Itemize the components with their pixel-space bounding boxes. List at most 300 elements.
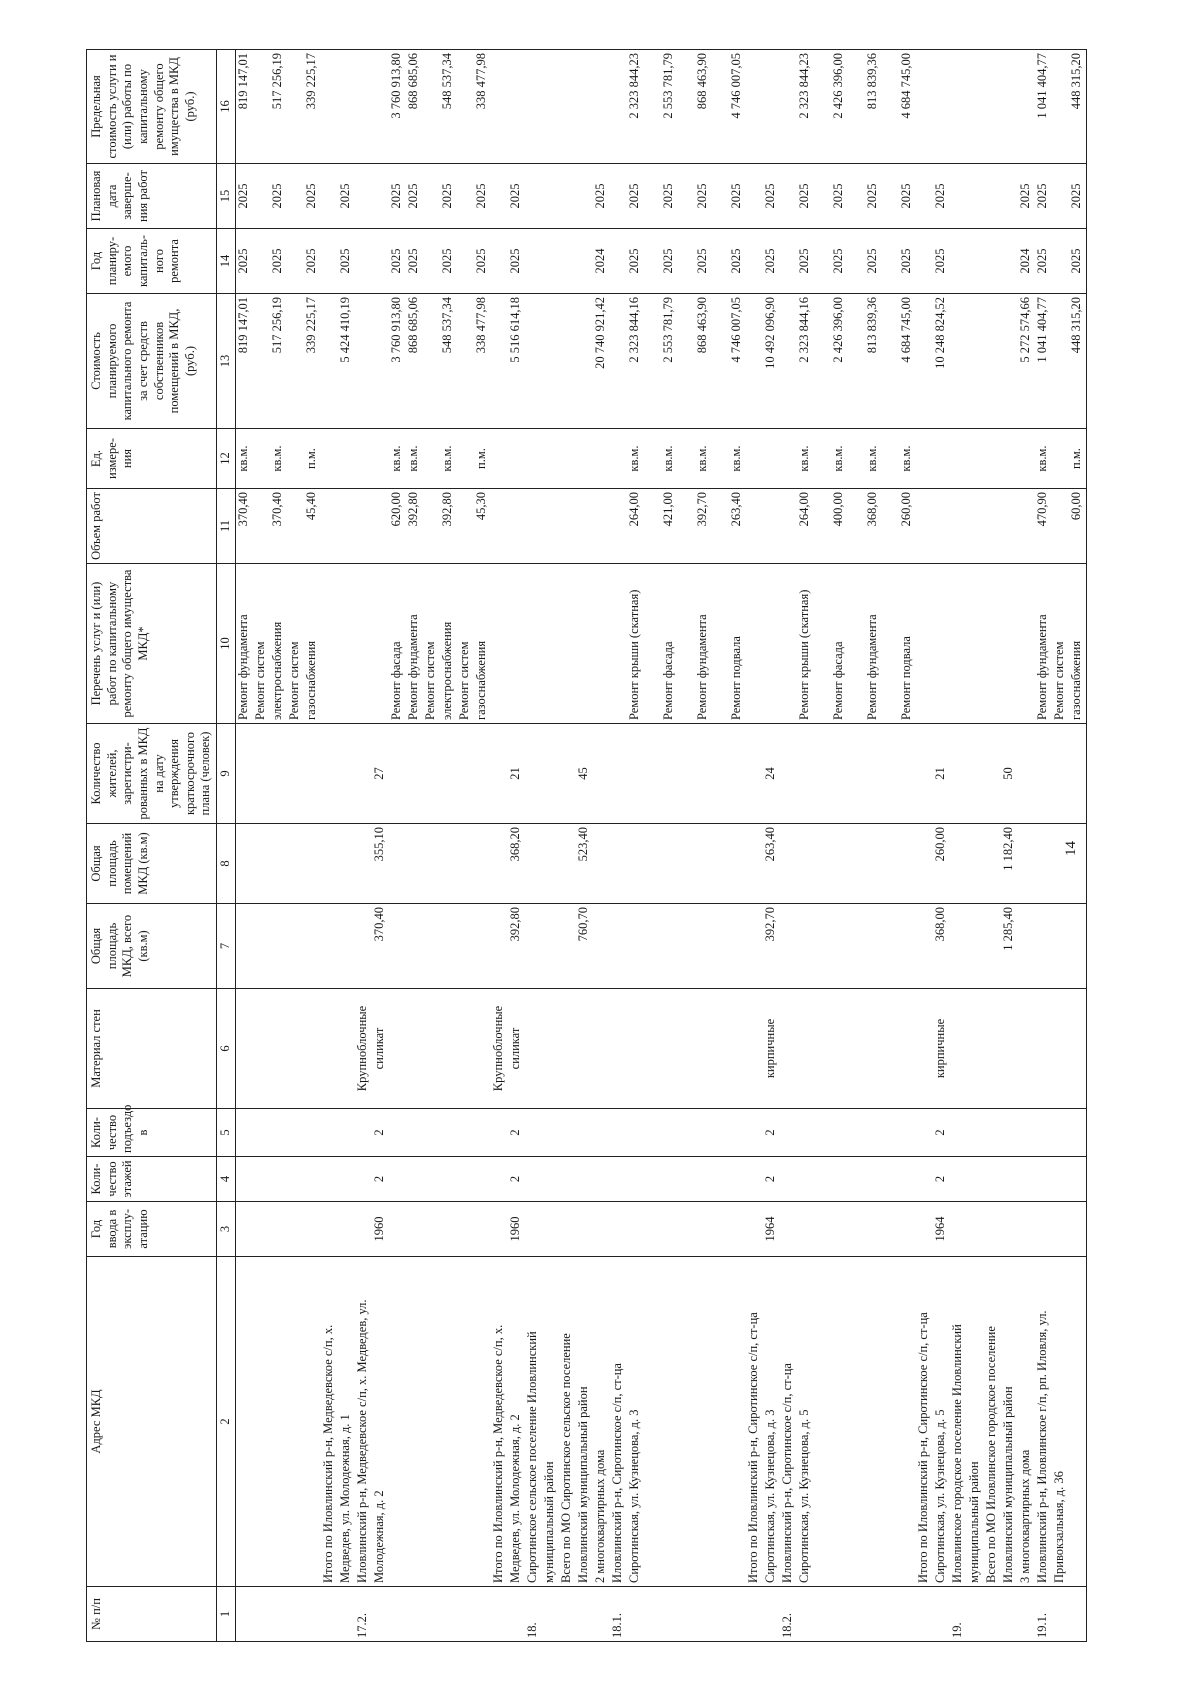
table-cell xyxy=(780,724,797,824)
table-cell xyxy=(1018,489,1035,564)
table-cell xyxy=(1001,989,1018,1109)
table-cell xyxy=(1001,564,1018,724)
table-cell xyxy=(1018,564,1035,724)
table-cell xyxy=(950,1157,967,1202)
table-cell: 2 xyxy=(933,1157,950,1202)
table-cell xyxy=(253,294,270,429)
table-cell xyxy=(848,904,865,989)
table-cell xyxy=(287,429,304,489)
table-cell: Иловлинский р-н, Сиротинское с/п, ст-ца xyxy=(780,1257,797,1587)
table-cell xyxy=(559,1157,576,1202)
table-cell xyxy=(474,1257,491,1587)
table-cell xyxy=(270,1587,287,1642)
table-cell xyxy=(457,1109,474,1157)
table-cell xyxy=(559,294,576,429)
page-number: 14 xyxy=(1063,841,1079,856)
table-cell xyxy=(984,429,1001,489)
table-cell xyxy=(593,989,610,1109)
table-cell xyxy=(542,724,559,824)
table-cell: 421,00 xyxy=(661,489,678,564)
column-number: 16 xyxy=(217,50,236,164)
table-cell xyxy=(661,824,678,904)
table-cell xyxy=(882,989,899,1109)
table-cell: 2025 xyxy=(389,164,406,229)
table-cell xyxy=(814,50,831,164)
table-cell: Сиротинская, ул. Кузнецова, д. 3 xyxy=(627,1257,644,1587)
table-cell xyxy=(1018,1109,1035,1157)
table-cell xyxy=(559,1202,576,1257)
table-cell: 19.1. xyxy=(1035,1587,1052,1642)
table-cell: 1 285,40 xyxy=(1001,904,1018,989)
table-cell xyxy=(1069,989,1087,1109)
table-cell xyxy=(933,564,950,724)
table-cell xyxy=(610,564,627,724)
table-cell xyxy=(525,904,542,989)
table-cell xyxy=(610,429,627,489)
table-cell xyxy=(576,564,593,724)
table-cell xyxy=(984,989,1001,1109)
table-cell: Итого по Иловлинский р-н, Медведевское с/п, х. xyxy=(321,1257,338,1587)
table-cell xyxy=(287,164,304,229)
table-cell: 2024 xyxy=(593,229,610,294)
table-cell xyxy=(491,50,508,164)
table-cell: Сиротинское сельское поселение Иловлинский xyxy=(525,1257,542,1587)
table-row xyxy=(1018,50,1035,1642)
table-cell xyxy=(355,489,372,564)
table-cell xyxy=(916,1202,933,1257)
table-cell xyxy=(729,1109,746,1157)
table-cell xyxy=(865,724,882,824)
table-cell xyxy=(270,1109,287,1157)
table-cell xyxy=(916,229,933,294)
table-cell xyxy=(440,1109,457,1157)
table-cell xyxy=(1052,724,1069,824)
table-cell xyxy=(610,824,627,904)
table-cell xyxy=(848,294,865,429)
table-cell xyxy=(627,1157,644,1202)
table-cell: 1 041 404,77 xyxy=(1035,50,1052,164)
table-cell: 2025 xyxy=(899,229,916,294)
table-row xyxy=(1052,50,1069,1642)
table-cell xyxy=(321,564,338,724)
table-cell xyxy=(865,904,882,989)
table-cell: 2025 xyxy=(627,164,644,229)
table-cell xyxy=(457,1202,474,1257)
table-cell xyxy=(678,1202,695,1257)
table-cell xyxy=(950,50,967,164)
table-cell: Иловлинский р-н, Медведевское с/п, х. Медведев, ул. xyxy=(355,1257,372,1587)
table-cell xyxy=(253,1587,270,1642)
table-cell xyxy=(423,904,440,989)
table-cell xyxy=(321,429,338,489)
table-cell xyxy=(967,904,984,989)
table-cell xyxy=(1018,904,1035,989)
table-cell xyxy=(967,294,984,429)
table-cell xyxy=(933,489,950,564)
table-cell: 370,40 xyxy=(235,489,253,564)
table-cell: 2 323 844,16 xyxy=(627,294,644,429)
table-cell: Ремонт систем xyxy=(287,564,304,724)
table-cell xyxy=(1069,904,1087,989)
table-cell: Иловлинское городское поселение Иловлинский xyxy=(950,1257,967,1587)
table-cell: 517 256,19 xyxy=(270,50,287,164)
table-cell xyxy=(287,824,304,904)
table-cell xyxy=(389,824,406,904)
table-cell xyxy=(627,989,644,1109)
table-cell: газоснабжения xyxy=(1069,564,1087,724)
table-cell xyxy=(372,489,389,564)
table-row xyxy=(1035,50,1052,1642)
table-cell: 370,40 xyxy=(372,904,389,989)
column-number: 10 xyxy=(217,564,236,724)
table-cell xyxy=(525,1109,542,1157)
table-cell xyxy=(1069,1157,1087,1202)
table-cell: кв.м. xyxy=(831,429,848,489)
table-cell: 2025 xyxy=(627,229,644,294)
table-cell: 45 xyxy=(576,724,593,824)
table-cell: 2025 xyxy=(831,164,848,229)
table-cell xyxy=(678,229,695,294)
table-cell: 368,00 xyxy=(865,489,882,564)
table-cell xyxy=(780,1109,797,1157)
table-cell xyxy=(899,724,916,824)
table-cell xyxy=(950,489,967,564)
table-cell: 45,30 xyxy=(474,489,491,564)
table-cell xyxy=(797,989,814,1109)
table-cell: Привокзальная, д. 36 xyxy=(1052,1257,1069,1587)
table-cell xyxy=(542,824,559,904)
table-cell xyxy=(729,1157,746,1202)
table-cell xyxy=(950,989,967,1109)
table-cell xyxy=(661,1587,678,1642)
table-cell xyxy=(746,824,763,904)
table-row xyxy=(729,50,746,1642)
table-cell: 760,70 xyxy=(576,904,593,989)
table-cell xyxy=(355,1109,372,1157)
table-cell xyxy=(440,1157,457,1202)
table-cell xyxy=(644,489,661,564)
table-cell xyxy=(559,1109,576,1157)
table-cell xyxy=(899,1257,916,1587)
table-cell: п.м. xyxy=(1069,429,1087,489)
table-cell xyxy=(1018,50,1035,164)
table-cell xyxy=(627,1109,644,1157)
table-cell: Ремонт фундамента xyxy=(865,564,882,724)
table-cell xyxy=(1035,1157,1052,1202)
table-cell xyxy=(253,989,270,1109)
table-cell xyxy=(984,1157,1001,1202)
table-cell xyxy=(644,1157,661,1202)
table-cell xyxy=(389,1257,406,1587)
table-cell xyxy=(457,229,474,294)
table-cell xyxy=(406,1257,423,1587)
table-cell xyxy=(712,724,729,824)
table-cell xyxy=(321,904,338,989)
table-cell: кв.м. xyxy=(406,429,423,489)
table-cell: кв.м. xyxy=(389,429,406,489)
table-cell xyxy=(304,824,321,904)
table-cell xyxy=(321,989,338,1109)
table-cell xyxy=(695,824,712,904)
table-cell xyxy=(916,904,933,989)
table-cell xyxy=(729,1587,746,1642)
table-cell xyxy=(814,1257,831,1587)
table-cell xyxy=(1069,1202,1087,1257)
table-cell xyxy=(984,824,1001,904)
table-cell: Ремонт систем xyxy=(457,564,474,724)
table-cell: Ремонт крыши (скатная) xyxy=(627,564,644,724)
table-cell xyxy=(831,989,848,1109)
table-cell xyxy=(542,489,559,564)
table-row xyxy=(542,50,559,1642)
table-cell xyxy=(763,564,780,724)
table-cell xyxy=(423,164,440,229)
table-cell xyxy=(1018,429,1035,489)
table-cell xyxy=(372,50,389,164)
table-cell xyxy=(984,1109,1001,1157)
table-cell xyxy=(814,564,831,724)
table-cell: 2025 xyxy=(661,164,678,229)
table-cell xyxy=(525,824,542,904)
table-cell: 50 xyxy=(1001,724,1018,824)
table-cell xyxy=(593,429,610,489)
table-cell xyxy=(457,989,474,1109)
table-row xyxy=(321,50,338,1642)
table-cell xyxy=(525,489,542,564)
table-cell xyxy=(457,1257,474,1587)
table-row xyxy=(406,50,423,1642)
table-cell xyxy=(576,1109,593,1157)
table-cell xyxy=(474,1587,491,1642)
table-cell xyxy=(763,50,780,164)
table-cell: 10 248 824,52 xyxy=(933,294,950,429)
table-cell: 18.2. xyxy=(780,1587,797,1642)
table-row xyxy=(457,50,474,1642)
table-cell xyxy=(253,904,270,989)
table-cell xyxy=(644,724,661,824)
table-cell xyxy=(304,989,321,1109)
table-cell xyxy=(406,1157,423,1202)
table-row xyxy=(1069,50,1087,1642)
table-cell xyxy=(967,1587,984,1642)
table-cell xyxy=(882,1157,899,1202)
table-cell xyxy=(525,1157,542,1202)
table-cell xyxy=(440,1587,457,1642)
table-row xyxy=(882,50,899,1642)
table-cell xyxy=(797,1157,814,1202)
table-cell xyxy=(933,1587,950,1642)
table-cell xyxy=(950,429,967,489)
table-cell xyxy=(321,1202,338,1257)
table-cell xyxy=(610,989,627,1109)
table-cell xyxy=(423,989,440,1109)
table-cell xyxy=(848,489,865,564)
table-cell xyxy=(644,1257,661,1587)
table-cell: Иловлинский муниципальный район xyxy=(1001,1257,1018,1587)
table-cell xyxy=(321,164,338,229)
table-cell xyxy=(967,724,984,824)
table-cell xyxy=(559,1587,576,1642)
table-cell xyxy=(882,824,899,904)
table-row xyxy=(933,50,950,1642)
table-cell: 260,00 xyxy=(899,489,916,564)
table-cell xyxy=(321,229,338,294)
table-cell xyxy=(321,824,338,904)
column-number: 13 xyxy=(217,294,236,429)
table-cell xyxy=(559,564,576,724)
table-cell xyxy=(712,294,729,429)
table-cell: 392,70 xyxy=(695,489,712,564)
column-number: 8 xyxy=(217,824,236,904)
table-cell xyxy=(270,904,287,989)
table-cell xyxy=(287,229,304,294)
table-cell xyxy=(814,1109,831,1157)
table-cell xyxy=(525,1202,542,1257)
table-cell: 2 xyxy=(933,1109,950,1157)
table-cell xyxy=(678,904,695,989)
table-cell xyxy=(916,489,933,564)
table-cell xyxy=(491,164,508,229)
table-cell xyxy=(899,989,916,1109)
table-row xyxy=(355,50,372,1642)
table-cell xyxy=(695,724,712,824)
table-cell: 18. xyxy=(525,1587,542,1642)
table-cell xyxy=(508,50,525,164)
table-cell xyxy=(627,1587,644,1642)
table-cell xyxy=(542,294,559,429)
table-cell xyxy=(678,489,695,564)
table-cell: 2025 xyxy=(508,229,525,294)
header-row xyxy=(87,50,217,1642)
table-row xyxy=(780,50,797,1642)
table-cell xyxy=(1018,824,1035,904)
table-cell: 2025 xyxy=(1035,164,1052,229)
table-cell xyxy=(933,429,950,489)
table-cell xyxy=(1052,294,1069,429)
column-number: 14 xyxy=(217,229,236,294)
table-cell xyxy=(1035,989,1052,1109)
column-header: Ед. измере-ния xyxy=(87,429,217,489)
table-cell xyxy=(1052,1202,1069,1257)
table-cell xyxy=(797,904,814,989)
table-cell: 392,80 xyxy=(508,904,525,989)
table-cell: Крупноблочные xyxy=(491,989,508,1109)
table-cell: кв.м. xyxy=(440,429,457,489)
table-cell xyxy=(678,429,695,489)
table-cell: Крупноблочные xyxy=(355,989,372,1109)
table-cell: 3 многоквартирных дома xyxy=(1018,1257,1035,1587)
table-cell xyxy=(610,1157,627,1202)
table-cell xyxy=(627,904,644,989)
table-cell xyxy=(338,489,355,564)
table-cell: 2025 xyxy=(270,229,287,294)
table-cell xyxy=(1052,229,1069,294)
table-cell: 400,00 xyxy=(831,489,848,564)
table-cell: 368,00 xyxy=(933,904,950,989)
table-row xyxy=(746,50,763,1642)
table-cell: Медведев, ул. Молодежная, д. 1 xyxy=(338,1257,355,1587)
table-cell xyxy=(610,50,627,164)
table-cell xyxy=(712,564,729,724)
table-cell: 868 685,06 xyxy=(406,294,423,429)
table-cell xyxy=(1018,1157,1035,1202)
table-cell: 2025 xyxy=(1069,229,1087,294)
table-cell xyxy=(406,1587,423,1642)
table-cell xyxy=(304,1109,321,1157)
table-cell xyxy=(746,229,763,294)
table-cell xyxy=(916,824,933,904)
table-cell xyxy=(848,989,865,1109)
table-cell xyxy=(695,1587,712,1642)
table-cell xyxy=(644,1202,661,1257)
table-cell xyxy=(678,1109,695,1157)
table-cell xyxy=(950,1202,967,1257)
table-cell xyxy=(1052,989,1069,1109)
table-cell xyxy=(695,904,712,989)
table-cell xyxy=(542,429,559,489)
table-cell xyxy=(321,294,338,429)
table-cell: 517 256,19 xyxy=(270,294,287,429)
table-cell xyxy=(491,724,508,824)
table-cell xyxy=(593,824,610,904)
table-cell xyxy=(542,1202,559,1257)
table-cell xyxy=(644,1109,661,1157)
table-row xyxy=(763,50,780,1642)
table-cell: 2 xyxy=(508,1157,525,1202)
table-cell xyxy=(491,429,508,489)
table-cell xyxy=(678,50,695,164)
table-cell: 2025 xyxy=(933,229,950,294)
table-cell xyxy=(253,824,270,904)
table-cell xyxy=(457,50,474,164)
table-cell xyxy=(474,989,491,1109)
table-cell: 813 839,36 xyxy=(865,294,882,429)
table-cell: 4 684 745,00 xyxy=(899,294,916,429)
table-cell: 18.1. xyxy=(610,1587,627,1642)
table-cell xyxy=(525,50,542,164)
table-row xyxy=(797,50,814,1642)
table-cell xyxy=(916,989,933,1109)
table-cell xyxy=(814,294,831,429)
table-cell xyxy=(491,824,508,904)
table-cell: 10 492 096,90 xyxy=(763,294,780,429)
table-cell xyxy=(235,904,253,989)
table-cell: 5 516 614,18 xyxy=(508,294,525,429)
table-cell xyxy=(780,294,797,429)
table-cell xyxy=(270,1157,287,1202)
table-cell xyxy=(916,1109,933,1157)
table-cell xyxy=(780,564,797,724)
table-cell xyxy=(814,164,831,229)
table-cell xyxy=(474,824,491,904)
column-header: Предельная стоимость услуги и (или) работы по капитальному ремонту общего имущества в МКД (руб.) xyxy=(87,50,217,164)
table-cell: Ремонт фасада xyxy=(831,564,848,724)
table-cell xyxy=(491,1157,508,1202)
table-cell xyxy=(270,824,287,904)
table-cell: 2025 xyxy=(235,229,253,294)
table-cell xyxy=(831,904,848,989)
table-cell xyxy=(712,1202,729,1257)
table-cell xyxy=(678,989,695,1109)
table-cell: 2025 xyxy=(593,164,610,229)
table-cell xyxy=(491,229,508,294)
table-cell xyxy=(355,164,372,229)
table-cell xyxy=(780,989,797,1109)
table-cell xyxy=(1052,429,1069,489)
table-cell xyxy=(882,724,899,824)
table-cell xyxy=(763,1587,780,1642)
table-cell xyxy=(355,229,372,294)
